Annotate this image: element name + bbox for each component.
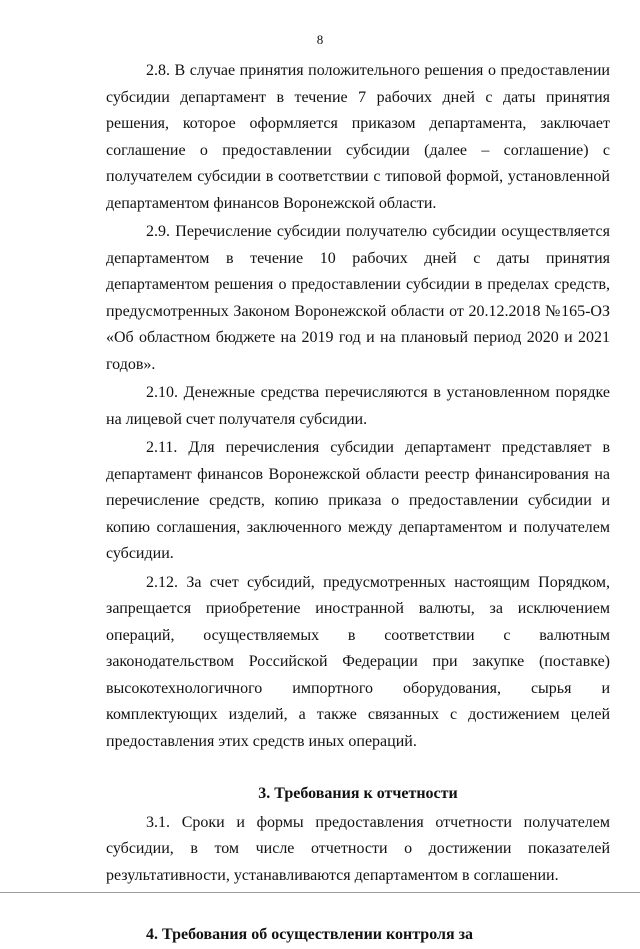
document-body	[106, 58, 610, 949]
paragraph-2-9: 2.9. Перечисление субсидии получателю субсидии осуществляется департаментом в течение 10 рабочих дней с даты принятия департаментом решения о предоставлении субсидии в пределах средств, предусмотренных Законом Воронежской области от 20.12.2018 №165-ОЗ «Об областном бюджете на 2019 год и на плановый период 2020 и 2021 годов».	[106, 223, 610, 373]
paragraph-2-11: 2.11. Для перечисления субсидии департамент представляет в департамент финансов Воронежской области реестр финансирования на перечисление средств, копию приказа о предоставлении субсидии и копию соглашения, заключенного между департаментом и получателем субсидии.	[106, 439, 610, 562]
section-4-heading: 4. Требования об осуществлении контроля за	[146, 926, 474, 943]
paragraph-2-8: 2.8. В случае принятия положительного решения о предоставлении субсидии департамент в течение 7 рабочих дней с даты принятия решения, которое оформляется приказом департамента, заключает соглашение о предоставлении субсидии (далее – соглашение) с получателем субсидии в соответствии с типовой формой, установленной департаментом финансов Воронежской области.	[106, 62, 610, 212]
paragraph-2-10: 2.10. Денежные средства перечисляются в установленном порядке на лицевой счет получателя субсидии.	[106, 384, 610, 428]
section-3-heading: 3. Требования к отчетности	[258, 785, 458, 802]
paragraph-2-12: 2.12. За счет субсидий, предусмотренных настоящим Порядком, запрещается приобретение иностранной валюты, за исключением операций, осуществляемых в соответствии с валютным законодательством Российской Федерации при закупке (поставке) высокотехнологичного импортного оборудования, сырья и комплектующих изделий, а также связанных с достижением целей предоставления этих средств иных операций.	[106, 573, 610, 750]
page-number: 8	[316, 32, 324, 47]
page-bottom-edge	[0, 892, 640, 893]
paragraph-3-1: 3.1. Сроки и формы предоставления отчетности получателем субсидии, в том числе отчетности о достижении показателей результативности, устанавливаются департаментом в соглашении.	[106, 813, 610, 884]
